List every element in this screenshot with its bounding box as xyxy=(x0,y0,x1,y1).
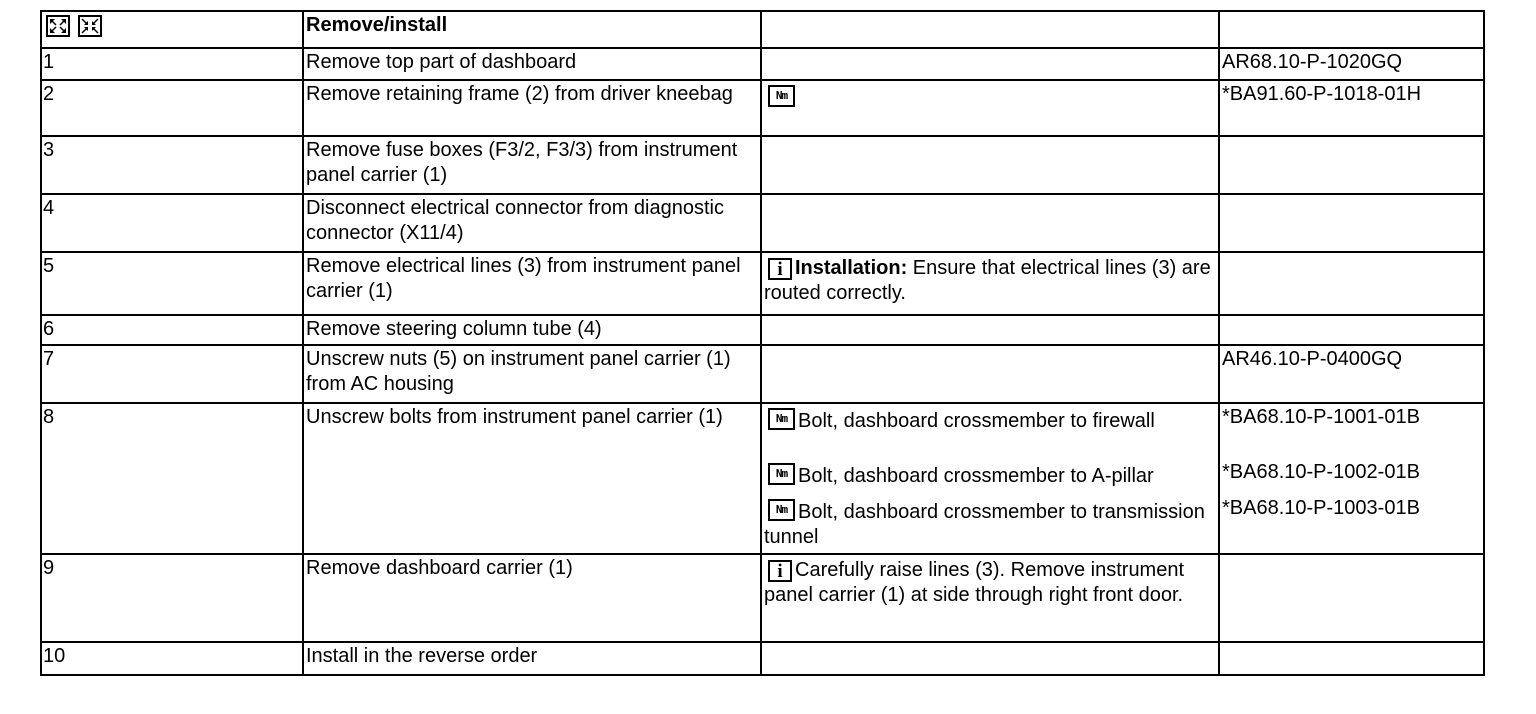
step-reference-link[interactable]: *BA91.60-P-1018-01H xyxy=(1219,80,1484,136)
table-row xyxy=(41,345,1484,403)
table-row xyxy=(41,554,1484,642)
table-row xyxy=(41,48,1484,80)
procedure-table xyxy=(40,10,1485,676)
step-action: Disconnect electrical connector from diagnostic connector (X11/4) xyxy=(303,194,761,252)
table-row xyxy=(41,642,1484,675)
step-action: Remove dashboard carrier (1) xyxy=(303,554,761,642)
step-note xyxy=(761,345,1219,403)
note-text: Carefully raise lines (3). Remove instrument panel carrier (1) at side through right front door. xyxy=(764,559,1185,606)
step-note xyxy=(761,80,1219,136)
expand-icon[interactable] xyxy=(46,15,70,37)
step-note xyxy=(761,194,1219,252)
step-action: Remove electrical lines (3) from instrument panel carrier (1) xyxy=(303,252,761,315)
table-row xyxy=(41,403,1484,554)
note-label: Installation: xyxy=(795,257,908,279)
step-number: 10 xyxy=(41,642,303,675)
torque-spec-icon[interactable]: Nm xyxy=(768,499,795,521)
torque-spec-icon[interactable]: Nm xyxy=(768,463,795,485)
step-note xyxy=(761,403,1219,554)
info-icon[interactable]: i xyxy=(768,258,792,280)
note-item xyxy=(764,460,1214,496)
step-number: 9 xyxy=(41,554,303,642)
info-icon[interactable]: i xyxy=(768,560,792,582)
step-reference xyxy=(1219,403,1484,554)
step-reference xyxy=(1219,554,1484,642)
step-action: Unscrew nuts (5) on instrument panel carrier (1) from AC housing xyxy=(303,345,761,403)
table-row xyxy=(41,252,1484,315)
step-note xyxy=(761,642,1219,675)
step-reference xyxy=(1219,194,1484,252)
step-note xyxy=(761,554,1219,642)
header-icons-cell xyxy=(41,11,303,48)
step-action: Remove retaining frame (2) from driver kneebag xyxy=(303,80,761,136)
step-action: Remove fuse boxes (F3/2, F3/3) from instrument panel carrier (1) xyxy=(303,136,761,194)
page-title: Remove/install xyxy=(306,14,448,36)
note-text: Ensure that electrical lines (3) are routed correctly. xyxy=(764,257,1211,304)
header-title xyxy=(303,11,761,48)
step-number: 7 xyxy=(41,345,303,403)
step-reference xyxy=(1219,315,1484,345)
table-header-row xyxy=(41,11,1484,48)
step-number: 1 xyxy=(41,48,303,80)
step-number: 8 xyxy=(41,403,303,554)
step-reference xyxy=(1219,642,1484,675)
step-note xyxy=(761,136,1219,194)
step-action: Install in the reverse order xyxy=(303,642,761,675)
table-row xyxy=(41,136,1484,194)
note-text: Bolt, dashboard crossmember to transmission tunnel xyxy=(764,501,1205,548)
header-note-cell xyxy=(761,11,1219,48)
table-row xyxy=(41,194,1484,252)
step-number: 5 xyxy=(41,252,303,315)
table-row xyxy=(41,315,1484,345)
note-text: Bolt, dashboard crossmember to A-pillar xyxy=(798,465,1154,487)
step-number: 3 xyxy=(41,136,303,194)
torque-spec-icon[interactable]: Nm xyxy=(768,408,795,430)
torque-spec-icon[interactable]: Nm xyxy=(768,85,795,107)
step-action: Remove steering column tube (4) xyxy=(303,315,761,345)
note-text: Bolt, dashboard crossmember to firewall xyxy=(798,410,1155,432)
step-number: 6 xyxy=(41,315,303,345)
header-ref-cell xyxy=(1219,11,1484,48)
step-reference xyxy=(1219,136,1484,194)
note-item xyxy=(764,405,1214,460)
step-reference-link[interactable]: AR46.10-P-0400GQ xyxy=(1219,345,1484,403)
table-row xyxy=(41,80,1484,136)
step-note xyxy=(761,315,1219,345)
step-reference xyxy=(1219,252,1484,315)
collapse-icon[interactable] xyxy=(78,15,102,37)
step-action: Unscrew bolts from instrument panel carrier (1) xyxy=(303,403,761,554)
step-note xyxy=(761,48,1219,80)
step-action: Remove top part of dashboard xyxy=(303,48,761,80)
step-number: 2 xyxy=(41,80,303,136)
step-reference-link[interactable]: *BA68.10-P-1003-01B xyxy=(1222,497,1420,519)
note-item xyxy=(764,496,1214,546)
step-number: 4 xyxy=(41,194,303,252)
step-reference-link[interactable]: AR68.10-P-1020GQ xyxy=(1219,48,1484,80)
step-reference-link[interactable]: *BA68.10-P-1001-01B xyxy=(1222,406,1420,428)
step-note xyxy=(761,252,1219,315)
step-reference-link[interactable]: *BA68.10-P-1002-01B xyxy=(1222,461,1420,483)
